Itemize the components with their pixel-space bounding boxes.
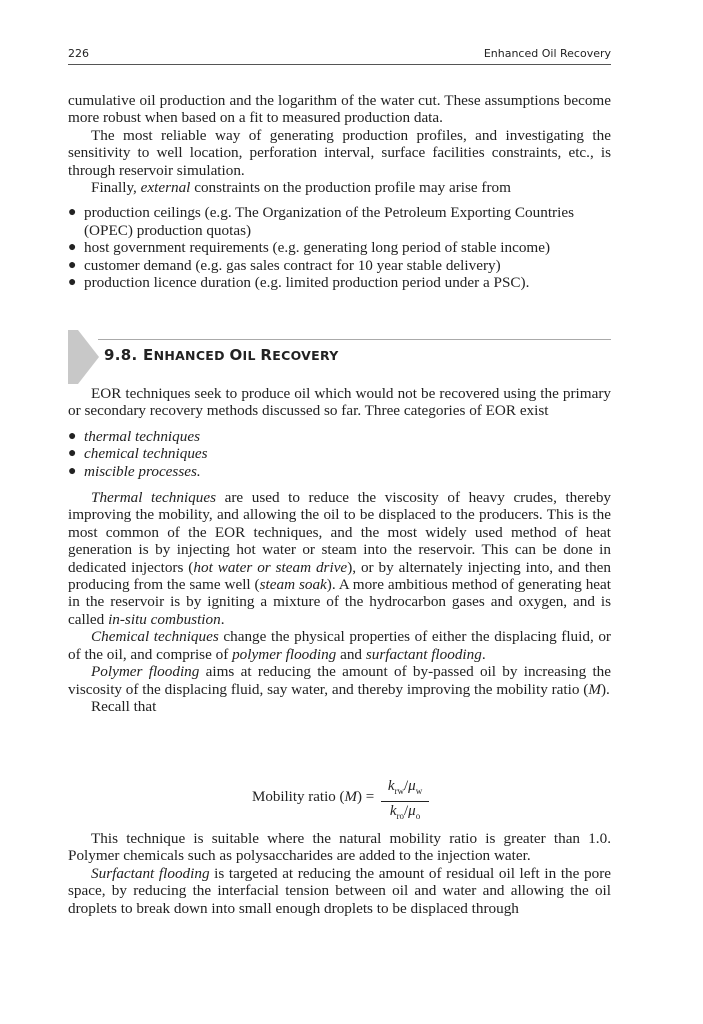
paragraph-thermal: Thermal techniques are used to reduce the viscosity of heavy crudes, thereby improving the mobility, and allowing the oil to be displaced to the producers. This is the most common of the EOR techniques, and the most widely used method of heat generation is by injecting hot water or steam into the reservoir. This can be done in dedicated injectors (hot water or steam drive), or by alternately injecting into, and then producing from the same well (steam soak). A more ambitious method of generating heat in the reservoir is by igniting a mixture of the hydrocarbon gases and oxygen, and is called in-situ combustion.: [68, 489, 612, 628]
paragraph-polymer: Polymer flooding aims at reducing the amount of by-passed oil by increasing the viscosity of the displacing fluid, say water, and thereby improving the mobility ratio (M).: [68, 663, 612, 698]
list-item: ● production licence duration (e.g. limited production period under a PSC).: [68, 274, 530, 292]
paragraph-surfactant: Surfactant flooding is targeted at reducing the amount of residual oil left in the pore space, by reducing the interfacial tension between oil and water and allowing the oil droplets to break down into small enough droplets to be displaced through: [68, 864, 612, 917]
section-title: 9.8. ENHANCED OIL RECOVERY: [104, 346, 339, 364]
paragraph: The most reliable way of generating production profiles, and investigating the sensitivity to well location, perforation interval, surface facilities constraints, etc., is through reservoir simulation.: [68, 126, 611, 179]
equation-denominator: $k_{ro}/\mu_o$: [389, 803, 421, 821]
list-item: ● miscible processes.: [68, 462, 201, 480]
eor-categories-list: [68, 428, 611, 480]
bullet-icon: ●: [68, 240, 77, 256]
equation-numerator: $k_{rw}/\mu_w$: [387, 778, 423, 796]
paragraph: EOR techniques seek to produce oil which would not be recovered using the primary or secondary recovery methods discussed so far. Three categories of EOR exist: [68, 385, 611, 420]
equation-fraction: [381, 778, 429, 824]
body-text-bottom: [68, 830, 611, 917]
bullet-icon: ●: [68, 205, 77, 221]
page-number: 226: [68, 47, 89, 60]
body-text-top: [68, 92, 611, 291]
list-item: ● production ceilings (e.g. The Organization of the Petroleum Exporting Countries (OPEC) production quotas): [68, 204, 574, 239]
bullet-icon: ●: [68, 257, 77, 273]
fraction-bar: [381, 801, 429, 802]
paragraph: cumulative oil production and the logarithm of the water cut. These assumptions become more robust when based on a fit to measured production data.: [68, 92, 611, 127]
list-item: ● host government requirements (e.g. generating long period of stable income): [68, 239, 551, 257]
bullet-icon: ●: [68, 428, 77, 444]
paragraph: Recall that: [91, 697, 157, 715]
running-header: [68, 44, 611, 65]
paragraph: This technique is suitable where the natural mobility ratio is greater than 1.0. Polymer chemicals such as polysaccharides are added to the injection water.: [68, 830, 611, 865]
section-arrow-icon: [68, 330, 100, 384]
bullet-icon: ●: [68, 446, 77, 462]
bullet-icon: ●: [68, 275, 77, 291]
paragraph-chemical: Chemical techniques change the physical properties of either the displacing fluid, or of the oil, and comprise of polymer flooding and surfactant flooding.: [68, 628, 611, 663]
body-text-eor: [68, 385, 611, 715]
list-item: ● customer demand (e.g. gas sales contract for 10 year stable delivery): [68, 256, 501, 274]
list-item: ● chemical techniques: [68, 445, 208, 463]
section-rule: [98, 339, 611, 340]
section-heading: [68, 330, 611, 384]
running-title: Enhanced Oil Recovery: [483, 47, 611, 60]
bullet-icon: ●: [68, 463, 77, 479]
equation-label: Mobility ratio (M) =: [252, 789, 375, 805]
constraints-list: [68, 204, 611, 291]
list-item: ● thermal techniques: [68, 427, 200, 445]
paragraph: Finally, external constraints on the production profile may arise from: [91, 179, 511, 197]
